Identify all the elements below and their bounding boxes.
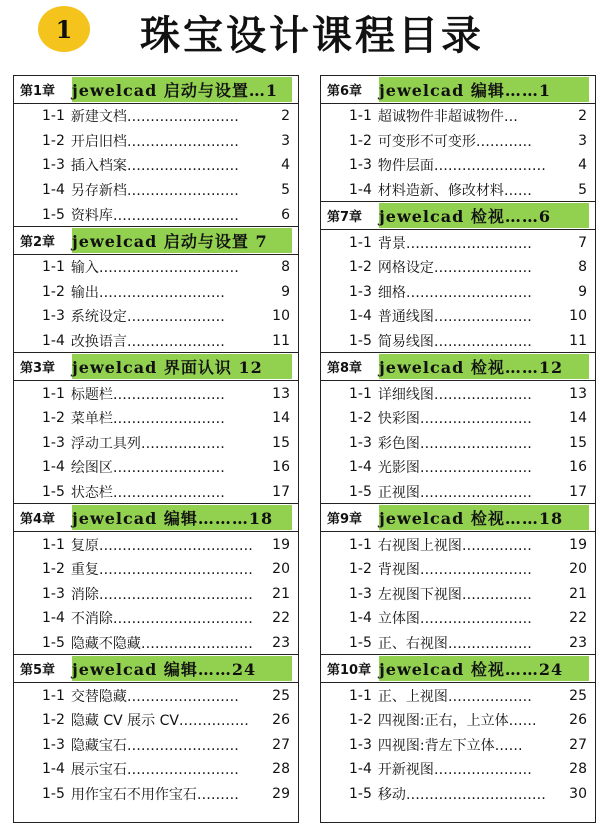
toc-entry-title: 另存新档…………………… [70, 183, 239, 200]
chapter-heading: jewelcad 检视……6 [379, 207, 552, 227]
toc-entry-title: 开启旧档…………………… [70, 133, 239, 150]
toc-entry-title: 系统设定………………… [70, 309, 225, 326]
toc-entry-number: 1-5 [349, 785, 372, 802]
toc-entry-page: 16 [569, 459, 587, 476]
toc-entry-title: 输入………………………… [70, 260, 239, 277]
toc-entry-title: 改换语言………………… [70, 334, 225, 351]
chapter-heading: jewelcad 检视……12 [379, 358, 564, 378]
toc-entry-page: 25 [569, 687, 587, 704]
toc-entry-title: 简易线图………………… [377, 334, 532, 351]
toc-entry-number: 1-1 [349, 536, 372, 553]
toc-entry-number: 1-1 [42, 385, 65, 402]
toc-entry-page: 10 [272, 308, 290, 325]
chapter-header[interactable] [321, 201, 595, 230]
toc-entry-page: 19 [569, 536, 587, 553]
toc-entry-page: 22 [272, 610, 290, 627]
toc-entry[interactable] [14, 104, 298, 129]
toc-entry[interactable] [14, 153, 298, 178]
toc-entry[interactable] [321, 431, 595, 456]
toc-entry[interactable] [14, 782, 298, 807]
chapter-header[interactable] [14, 352, 298, 381]
toc-entry-page: 20 [272, 561, 290, 578]
toc-entry-page: 2 [578, 108, 587, 125]
toc-entry-number: 1-4 [349, 761, 372, 778]
chapter-header[interactable] [14, 503, 298, 532]
chapter-heading: jewelcad 检视……18 [379, 509, 564, 529]
toc-entry-number: 1-2 [349, 259, 372, 276]
toc-entry-page: 14 [272, 410, 290, 427]
toc-entry-page: 9 [578, 283, 587, 300]
toc-entry[interactable] [14, 631, 298, 656]
toc-entry-title: 浮动工具列……………… [70, 435, 225, 452]
chapter-header[interactable] [321, 503, 595, 532]
toc-entry[interactable] [321, 708, 595, 733]
toc-entry-number: 1-3 [349, 157, 372, 174]
toc-entry-page: 22 [569, 610, 587, 627]
toc-entry[interactable] [321, 532, 595, 557]
toc-entry-number: 1-3 [349, 736, 372, 753]
page-title: 珠宝设计课程目录 [140, 13, 484, 59]
toc-entry-number: 1-1 [349, 234, 372, 251]
toc-entry[interactable] [321, 732, 595, 757]
toc-entry-number: 1-1 [349, 108, 372, 125]
toc-entry[interactable] [14, 757, 298, 782]
toc-entry-title: 左视图下视图…………… [377, 586, 532, 603]
toc-entry-page: 8 [281, 259, 290, 276]
toc-entry[interactable] [14, 455, 298, 480]
toc-entry-title: 立体图…………………… [377, 611, 532, 628]
toc-entry-title: 输出……………………… [70, 284, 225, 301]
toc-entry-number: 1-2 [349, 132, 372, 149]
toc-entry[interactable] [321, 255, 595, 280]
toc-entry-number: 1-3 [349, 434, 372, 451]
toc-entry-page: 5 [281, 182, 290, 199]
chapter-heading: jewelcad 检视……24 [379, 660, 564, 680]
toc-entry-page: 5 [578, 182, 587, 199]
toc-entry-page: 7 [578, 234, 587, 251]
toc-entry[interactable] [14, 732, 298, 757]
toc-entry[interactable] [14, 532, 298, 557]
toc-entry[interactable] [14, 708, 298, 733]
toc-entry-title: 不消除………………………… [70, 611, 253, 628]
toc-entry-title: 背视图…………………… [377, 562, 532, 579]
toc-entry[interactable] [321, 104, 595, 129]
chapter-label: 第4章 [20, 512, 56, 528]
toc-entry-page: 21 [569, 585, 587, 602]
toc-entry-page: 8 [578, 259, 587, 276]
toc-entry-title: 正、上视图……………… [377, 688, 532, 705]
toc-entry-number: 1-2 [42, 283, 65, 300]
toc-entry-number: 1-2 [42, 410, 65, 427]
toc-entry[interactable] [321, 304, 595, 329]
toc-entry-title: 网格设定………………… [377, 260, 532, 277]
toc-entry-page: 30 [569, 785, 587, 802]
toc-entry-page: 23 [569, 634, 587, 651]
toc-entry-title: 隐藏宝石…………………… [70, 737, 239, 754]
toc-entry[interactable] [321, 606, 595, 631]
chapter-header[interactable] [14, 654, 298, 683]
toc-entry-page: 6 [281, 206, 290, 223]
toc-entry-number: 1-3 [42, 736, 65, 753]
toc-entry-page: 17 [569, 484, 587, 501]
toc-entry-number: 1-3 [42, 585, 65, 602]
toc-entry-page: 13 [569, 385, 587, 402]
toc-entry-page: 11 [272, 333, 290, 350]
toc-entry-page: 13 [272, 385, 290, 402]
toc-entry-title: 详细线图………………… [377, 386, 532, 403]
toc-entry[interactable] [321, 153, 595, 178]
toc-entry[interactable] [321, 582, 595, 607]
toc-entry[interactable] [321, 782, 595, 807]
toc-entry-title: 资料库……………………… [70, 207, 239, 224]
toc-entry-page: 27 [272, 736, 290, 753]
toc-entry-page: 9 [281, 283, 290, 300]
toc-entry-title: 复原…………………………… [70, 537, 253, 554]
toc-entry-title: 新建文档…………………… [70, 109, 239, 126]
chapter-label: 第6章 [327, 84, 363, 99]
toc-entry-number: 1-1 [42, 108, 65, 125]
chapter-label: 第7章 [327, 210, 363, 226]
toc-entry-page: 27 [569, 736, 587, 753]
toc-entry-title: 消除…………………………… [70, 586, 253, 603]
chapter-heading: jewelcad 编辑……1 [379, 81, 552, 100]
toc-entry[interactable] [14, 255, 298, 280]
chapter-label: 第1章 [20, 84, 56, 99]
toc-entry[interactable] [321, 230, 595, 255]
toc-entry-page: 26 [569, 712, 587, 729]
toc-entry-page: 4 [281, 157, 290, 174]
toc-entry-number: 1-1 [42, 687, 65, 704]
toc-entry-title: 状态栏…………………… [70, 485, 225, 502]
chapter-heading: jewelcad 编辑……24 [72, 660, 257, 680]
toc-entry-page: 14 [569, 410, 587, 427]
left-toc-column [13, 75, 299, 823]
toc-entry-title: 标题栏…………………… [70, 386, 225, 403]
toc-entry-number: 1-4 [42, 459, 65, 476]
toc-entry-number: 1-5 [42, 206, 65, 223]
toc-entry-page: 17 [272, 484, 290, 501]
toc-entry[interactable] [321, 683, 595, 708]
toc-entry-page: 15 [272, 434, 290, 451]
chapter-heading: jewelcad 界面认识 12 [72, 358, 263, 378]
toc-entry-title: 隐藏不隐藏…………………… [70, 635, 253, 652]
right-toc-column [320, 75, 596, 823]
toc-entry[interactable] [14, 129, 298, 154]
toc-entry[interactable] [321, 381, 595, 406]
toc-entry-page: 20 [569, 561, 587, 578]
toc-entry-title: 彩色图…………………… [377, 435, 532, 452]
chapter-header[interactable] [321, 654, 595, 683]
chapter-header[interactable] [14, 226, 298, 255]
chapter-label: 第10章 [327, 663, 372, 679]
toc-entry-title: 展示宝石…………………… [70, 762, 239, 779]
chapter-header[interactable] [321, 352, 595, 381]
toc-entry[interactable] [14, 557, 298, 582]
toc-entry-title: 物件层面…………………… [377, 158, 546, 175]
toc-entry-page: 28 [569, 761, 587, 778]
toc-entry[interactable] [321, 557, 595, 582]
chapter-heading: jewelcad 启动与设置 7 [72, 231, 268, 251]
toc-entry-page: 2 [281, 108, 290, 125]
toc-entry-page: 28 [272, 761, 290, 778]
toc-entry-title: 插入档案…………………… [70, 158, 239, 175]
toc-entry-title: 四视图:背左下立体…… [377, 737, 523, 754]
toc-entry-page: 26 [272, 712, 290, 729]
chapter-label: 第8章 [327, 361, 363, 377]
toc-entry-title: 光影图…………………… [377, 460, 532, 477]
toc-entry-number: 1-4 [42, 610, 65, 627]
toc-entry-number: 1-4 [349, 182, 372, 199]
toc-entry-number: 1-4 [349, 459, 372, 476]
toc-entry-page: 3 [281, 132, 290, 149]
chapter-label: 第5章 [20, 663, 56, 679]
toc-entry[interactable] [321, 480, 595, 505]
chapter-number-badge: 1 [38, 6, 90, 52]
toc-entry-number: 1-5 [349, 634, 372, 651]
toc-entry-page: 3 [578, 132, 587, 149]
toc-entry[interactable] [321, 178, 595, 203]
chapter-header[interactable] [321, 76, 595, 104]
toc-entry-title: 菜单栏…………………… [70, 411, 225, 428]
toc-entry-number: 1-4 [42, 333, 65, 350]
toc-entry[interactable] [14, 381, 298, 406]
toc-entry-number: 1-1 [42, 536, 65, 553]
chapter-label: 第3章 [20, 361, 56, 377]
toc-entry-number: 1-2 [349, 712, 372, 729]
toc-entry-title: 移动………………………… [377, 786, 546, 803]
toc-entry-page: 19 [272, 536, 290, 553]
toc-entry-title: 开新视图………………… [377, 762, 532, 779]
toc-entry-title: 右视图上视图…………… [377, 537, 532, 554]
toc-entry-title: 细格……………………… [377, 284, 532, 301]
toc-entry-title: 隐藏 CV 展示 CV…………… [70, 713, 249, 730]
toc-entry-number: 1-2 [42, 132, 65, 149]
chapter-heading: jewelcad 编辑………18 [72, 509, 274, 529]
toc-entry[interactable] [14, 431, 298, 456]
toc-entry-title: 超诚物件非超诚物件… [377, 109, 518, 126]
toc-entry-page: 21 [272, 585, 290, 602]
toc-entry-number: 1-4 [42, 182, 65, 199]
toc-entry-title: 可变形不可变形………… [377, 133, 532, 150]
toc-entry-page: 11 [569, 333, 587, 350]
toc-entry-page: 25 [272, 687, 290, 704]
chapter-header[interactable] [14, 76, 298, 104]
toc-entry[interactable] [321, 280, 595, 305]
toc-entry-number: 1-1 [42, 259, 65, 276]
toc-entry-page: 10 [569, 308, 587, 325]
toc-entry[interactable] [14, 202, 298, 227]
toc-entry-number: 1-2 [42, 712, 65, 729]
toc-entry[interactable] [14, 683, 298, 708]
toc-entry[interactable] [321, 631, 595, 656]
toc-entry[interactable] [14, 304, 298, 329]
toc-entry-number: 1-2 [349, 561, 372, 578]
toc-entry-title: 重复…………………………… [70, 562, 253, 579]
toc-entry[interactable] [14, 406, 298, 431]
toc-entry-title: 背景……………………… [377, 235, 532, 252]
toc-entry-number: 1-3 [42, 308, 65, 325]
chapter-heading: jewelcad 启动与设置…1 [72, 81, 279, 100]
toc-entry-page: 16 [272, 459, 290, 476]
toc-entry-page: 23 [272, 634, 290, 651]
toc-entry[interactable] [14, 329, 298, 354]
toc-entry[interactable] [14, 606, 298, 631]
chapter-label: 第9章 [327, 512, 363, 528]
toc-entry-title: 普通线图………………… [377, 309, 532, 326]
chapter-label: 第2章 [20, 234, 56, 250]
toc-entry-number: 1-1 [349, 385, 372, 402]
toc-entry[interactable] [321, 757, 595, 782]
toc-entry-title: 交替隐藏…………………… [70, 688, 239, 705]
toc-entry-number: 1-4 [42, 761, 65, 778]
toc-entry-number: 1-2 [349, 410, 372, 427]
toc-entry-page: 4 [578, 157, 587, 174]
toc-entry-number: 1-3 [349, 585, 372, 602]
toc-entry-title: 正视图…………………… [377, 485, 532, 502]
toc-entry-title: 用作宝石不用作宝石……… [70, 786, 239, 803]
toc-entry[interactable] [321, 129, 595, 154]
toc-entry-title: 四视图:正右，上立体…… [377, 713, 537, 730]
toc-entry[interactable] [14, 582, 298, 607]
toc-entry[interactable] [321, 455, 595, 480]
toc-entry-number: 1-4 [349, 308, 372, 325]
toc-entry-number: 1-5 [42, 634, 65, 651]
toc-entry[interactable] [14, 280, 298, 305]
toc-entry-number: 1-3 [349, 283, 372, 300]
toc-entry[interactable] [321, 329, 595, 354]
toc-entry[interactable] [14, 178, 298, 203]
toc-entry-title: 材料造新、修改材料…… [377, 183, 532, 200]
toc-entry-title: 正、右视图……………… [377, 635, 532, 652]
toc-entry-number: 1-2 [42, 561, 65, 578]
toc-entry-page: 15 [569, 434, 587, 451]
toc-entry-number: 1-3 [42, 434, 65, 451]
toc-entry-page: 29 [272, 785, 290, 802]
toc-entry-number: 1-5 [42, 785, 65, 802]
toc-entry-number: 1-4 [349, 610, 372, 627]
toc-entry-number: 1-1 [349, 687, 372, 704]
toc-entry-title: 绘图区…………………… [70, 460, 225, 477]
toc-entry-number: 1-5 [349, 484, 372, 501]
toc-entry-title: 快彩图…………………… [377, 411, 532, 428]
toc-entry[interactable] [321, 406, 595, 431]
toc-entry-number: 1-5 [349, 333, 372, 350]
toc-entry-number: 1-3 [42, 157, 65, 174]
toc-entry-number: 1-5 [42, 484, 65, 501]
toc-entry[interactable] [14, 480, 298, 505]
